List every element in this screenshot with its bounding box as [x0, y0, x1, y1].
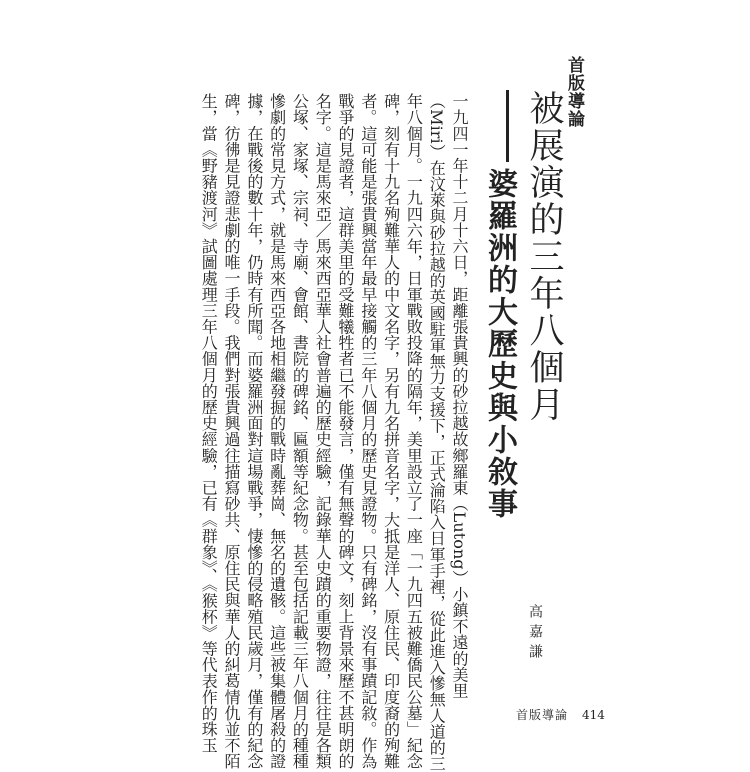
body-line: 公塚、家塚、宗祠、寺廟、會館、書院的碑銘、匾額等紀念物。甚至包括記載三年八個月的種種 — [290, 93, 310, 770]
body-line: 年八個月。一九四六年，日軍戰敗投降的隔年，美里設立了一座「一九四五被難僑民公墓」紀念 — [404, 93, 424, 770]
author-name: 高嘉謙 — [527, 604, 543, 664]
body-line: 者。這可能是張貴興當年最早接觸的三年八個月的歷史見證物。只有碑銘，沒有事蹟記敘。作為 — [358, 93, 378, 770]
chapter-subtitle — [484, 90, 522, 520]
body-line: 碑，彷彿是見證悲劇的唯一手段。我們對張貴興過往描寫砂共、原住民與華人的糾葛情仇並不陌 — [222, 93, 242, 770]
body-line: 名字。這是馬來亞／馬來西亞華人社會普遍的歷史經驗，記錄華人史蹟的重要物證，往往是各類 — [313, 93, 333, 770]
body-line: 據，在戰後的數十年，仍時有所聞。而婆羅洲面對這場戰爭，悽慘的侵略殖民歲月，僅有的紀念 — [244, 93, 264, 770]
page-footer — [516, 706, 605, 723]
body-line: 一九四一年十二月十六日，距離張貴興的砂拉越故鄉羅東（Lutong）小鎮不遠的美里 — [450, 93, 469, 699]
body-line: 生，當《野豬渡河》試圖處理三年八個月的歷史經驗，已有《群象》、《猴杯》等代表作的珠玉 — [199, 93, 219, 754]
section-label: 首版導論 — [564, 56, 584, 128]
body-line: 戰爭的見證者，這群美里的受難犧牲者已不能發言，僅有無聲的碑文，刻上背景來歷不甚明朗的 — [336, 93, 356, 770]
page-number: 414 — [582, 708, 605, 722]
body-line: 碑，刻有十九名殉難華人的中文名字，另有九名拼音名字，大抵是洋人、原住民、印度裔的殉難 — [381, 93, 401, 770]
body-line: 慘劇的常見方式，就是馬來西亞各地相繼發掘的戰時亂葬崗、無名的遺骸。這些被集體屠殺的證 — [267, 93, 287, 770]
running-head: 首版導論 — [516, 708, 569, 722]
body-text — [188, 93, 470, 772]
body-line: （Miri）在汶萊與砂拉越的英國駐軍無力支援下，正式淪陷入日軍手裡，從此進入慘無人道的三 — [427, 93, 447, 772]
em-dash-icon — [506, 90, 509, 162]
chapter-title: 被展演的三年八個月 — [524, 90, 564, 423]
chapter-subtitle-text: 婆羅洲的大歷史與小敘事 — [482, 168, 517, 520]
